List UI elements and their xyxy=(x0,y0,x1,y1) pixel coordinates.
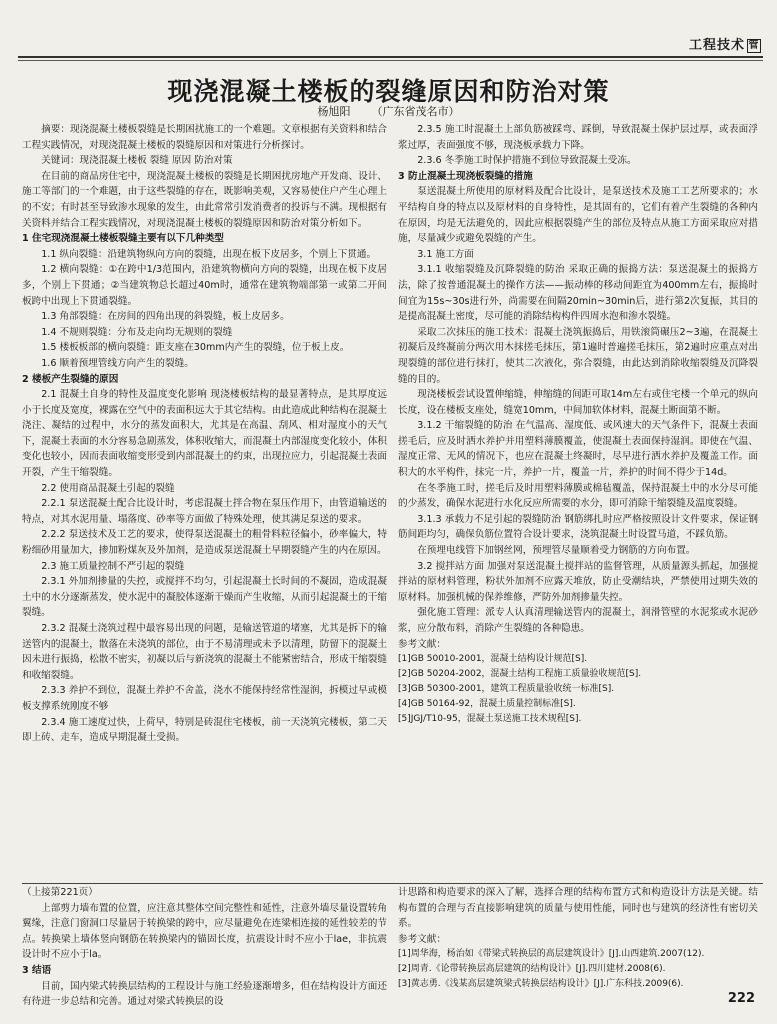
paragraph: 在目前的商品房住宅中，现浇混凝土楼板的裂缝是长期困扰房地产开发商、设计、施工等部门的一个难题，由于这些裂缝的存在，既影响美观，又容易使住户产生心理上的不安；有时甚至导致渗水现象的发生，由此常常引发消费者的投诉与不满。现根据有关资料并结合工程实践情况，对现浇混凝土楼板的裂缝原因和防治对策分析如下。 xyxy=(22,170,387,229)
paragraph: 2.3 施工质量控制不严引起的裂缝 xyxy=(41,560,185,572)
paragraph: 3.1.3 承载力不足引起的裂缝防治 钢筋绑扎时应严格按照设计文件要求，保证钢筋间距均匀，确保负筋位置符合设计要求，浇筑混凝土时设置马道，不踩负筋。 xyxy=(398,513,758,541)
reference-item: [2]周青.《论带转换层高层建筑的结构设计》[J].四川建材.2008(6). xyxy=(398,964,666,975)
paragraph: 强化施工管理：派专人认真清理输送管内的混凝土，润滑管壁的水泥浆或水泥砂浆，应分散布料，消除产生裂缝的各种隐患。 xyxy=(398,607,758,634)
paragraph: 在预埋电线管下加钢丝网，预埋管尽量顺着受力钢筋的方向布置。 xyxy=(417,545,696,557)
paragraph: 1.4 不规则裂缝：分布及走向均无规则的裂缝 xyxy=(41,326,233,338)
paragraph: 1.1 纵向裂缝：沿建筑物纵向方向的裂缝，出现在板下皮居多，个别上下贯通。 xyxy=(41,248,377,260)
paragraph: 2.3.3 养护不到位，混凝土养护不舍盖，浇水不能保持经常性湿润，拆模过早或模板支撑系统刚度不够 xyxy=(22,685,387,712)
header-rule xyxy=(18,56,763,58)
paragraph: 3.1.1 收缩裂缝及沉降裂缝的防治 采取正确的振捣方法：泵送混凝土的振捣方法，除了按普通混凝土的操作方法——振动棒的移动间距宜为400mm左右，振捣时间宜为15s~30s进行外，尚需要在间隔20min~30min后，进行第2次复振，其目的是提高混凝土密度，尽可能的消除结构构件四周水泡和渗水裂缝。 xyxy=(398,264,758,323)
byline xyxy=(0,103,777,119)
paragraph: 计思路和构造要求的深入了解，选择合理的结构布置方式和构造设计方法是关键。结构布置的合理与否直接影响建筑的质量与使用性能，同时也与建筑的经济性有密切关系。 xyxy=(398,887,758,930)
paragraph: 2.2.1 泵送混凝土配合比设计时，考虑混凝土拌合物在泵压作用下，由管道输送的特点，对其水泥用量、塌落度、砂率等方面做了特殊处理，使其满足泵送的要求。 xyxy=(22,498,387,525)
paragraph: 上部剪力墙布置的位置，应注意其整体空间完整性和延性，注意外墙尽量设置转角翼缘，注意门窗洞口尽量居于转换梁的跨中，应尽量避免在连梁相连接的延性较差的节点。转换梁上墙体竖向钢筋在转换梁内的锚固长度，抗震设计时不应小于lae，非抗震设计时不应小于la。 xyxy=(22,902,387,961)
section-mark-box: 管 xyxy=(748,39,760,51)
paragraph: 参考文献： xyxy=(398,933,446,945)
paragraph: 2.3.4 施工速度过快，上荷早，特别是砖混住宅楼板，前一天浇筑完楼板，第二天即上砖、走车，造成早期混凝土受损。 xyxy=(22,716,387,744)
left-text-column xyxy=(22,122,387,746)
reference-item: [2]GB 50204-2002，混凝土结构工程施工质量验收规范[S]. xyxy=(398,669,642,680)
paragraph: 摘要：现浇混凝土楼板裂缝是长期困扰施工的一个难题。文章根据有关资料和结合工程实践情况，对现浇混凝土楼板的裂缝原因和对策进行分析探讨。 xyxy=(22,124,387,151)
paragraph: 3.2 搅拌站方面 加强对泵送混凝土搅拌站的监督管理，从质量源头抓起，加强搅拌站的原材料管理，粉状外加剂不应露天堆放，防止受潮结块，严禁使用过期失效的原材料。加强机械的保养维修，严防外加剂掺量失控。 xyxy=(398,560,758,603)
reference-item: [4]GB 50164-92，混凝土质量控制标准[S]. xyxy=(398,699,576,710)
paragraph: 1.3 角部裂缝：在房间的四角出现的斜裂缝，板上皮居多。 xyxy=(41,311,290,323)
author-name: 杨旭阳 xyxy=(317,105,351,118)
paragraph: 现浇楼板尝试设置伸缩缝，伸缩缝的间距可取14m左右或住宅楼一个单元的纵向长度，设在楼板支座处，缝宽10mm，中间加软体材料，混凝土断面第不断。 xyxy=(398,389,758,416)
author-affiliation: （广东省茂名市） xyxy=(371,105,460,118)
continuation-right-column xyxy=(398,885,758,992)
paragraph: 1.2 横向裂缝：①在跨中1/3范围内，沿建筑物横向方向的裂缝，出现在板下皮居多，个别上下贯通；②当建筑物总长超过40m时，通常在建筑物端部第一或第二开间板跨中出现上下贯通裂缝。 xyxy=(22,264,387,307)
section-label: 工程技术 xyxy=(688,38,745,53)
reference-item: [5]JGJ/T10-95，混凝土泵送施工技术规程[S]. xyxy=(398,714,582,725)
paragraph: 1.5 楼板板部的横向裂缝：距支座在30mm内产生的裂缝，位于板上皮。 xyxy=(41,342,350,354)
paragraph: 1.6 顺着预埋管线方向产生的裂缝。 xyxy=(41,357,194,369)
paragraph: 3.1.2 干缩裂缝的防治 在气温高、湿度低、或风速大的天气条件下，混凝土表面搓毛后，应及时洒水养护并用塑料薄膜覆盖，使混凝土表面保持湿润。即使在气温、湿度正常、无风的情况下，也应在混凝土终凝时，尽早进行洒水养护及覆盖工作。面积大的水平构件，抹完一片，养护一片，覆盖一片，养护的时间不得少于14d。 xyxy=(398,420,758,479)
reference-item: [3]黄志勇.《浅某高层建筑梁式转换层结构设计》[J].广东科技.2009(6). xyxy=(398,979,684,990)
paragraph: 2.2.2 泵送技术及工艺的要求，使得泵送混凝土的粗骨料粒径偏小，砂率偏大，特粉细砂用量加大，掺加粉煤灰及外加剂，是造成泵送混凝土早期裂缝产生的内在原因。 xyxy=(22,529,387,557)
paragraph: 关键词：现浇混凝土楼板 裂缝 原因 防治对策 xyxy=(41,155,233,167)
article-title: 现浇混凝土楼板的裂缝原因和防治对策 xyxy=(167,77,610,106)
paragraph: 2.3.5 施工时混凝土上部负筋被踩弯、踩倒，导致混凝土保护层过厚，或表面浮浆过厚，表面强度不够，现浇板承载力下降。 xyxy=(398,124,758,151)
paragraph: 2.1 混凝土自身的特性及温度变化影响 现浇楼板结构的最显著特点，是其厚度远小于长度及宽度，裸露在空气中的表面积远大于其它结构。由此造成此种结构在混凝土浇注、凝结的过程中，水分的蒸发面积大，尤其是在高温、刮风、相对湿度小的天气下，混凝土表面的水分容易急剧蒸发，体积收缩大，而混凝土内部湿度变化较小，体积变化也较小，因而表面收缩变形受到内部混凝土的约束，出现拉应力，引起混凝土表面开裂，产生干缩裂缝。 xyxy=(22,389,387,479)
paragraph: 2.3.1 外加剂掺量的失控，或搅拌不均匀，引起混凝土长时间的不凝固，造成混凝土中的水分逐渐蒸发，使水泥中的凝胶体逐渐干燥而产生收缩，从而引起混凝土的干缩裂缝。 xyxy=(22,576,387,619)
continuation-left-column xyxy=(22,885,387,1010)
paragraph: 在冬季施工时，搓毛后及时用塑料薄膜或棉毡覆盖，保持混凝土中的水分尽可能的少蒸发，确保水泥进行水化反应所需要的水分，即可消除干缩裂缝及温度裂缝。 xyxy=(398,482,758,510)
section-heading: 3 结语 xyxy=(22,964,52,976)
paragraph: 采取二次抹压的施工技术：混凝土浇筑振捣后，用铁滚筒碾压2~3遍，在混凝土初凝后及终凝前分两次用木抹搓毛抹压，第1遍时普遍搓毛抹压，第2遍时应重点对出现裂缝的部位进行抹打，使其二次液化，弥合裂缝，由此达到消除收缩裂缝及沉降裂缝的目的。 xyxy=(398,326,758,385)
paragraph: 2.2 使用商品混凝土引起的裂缝 xyxy=(41,482,175,494)
paragraph: 目前，国内梁式转换层结构的工程设计与施工经验逐渐增多，但在结构设计方面还有待进一步总结和完善。通过对梁式转换层的设 xyxy=(22,980,387,1008)
reference-item: [3]GB 50300-2001，建筑工程质量验收统一标准[S]. xyxy=(398,684,615,695)
paragraph: 2.3.6 冬季施工时保护措施不到位导致混凝土受冻。 xyxy=(417,155,637,167)
section-heading: 2 楼板产生裂缝的原因 xyxy=(22,373,119,385)
section-heading: 3 防止混凝土现浇板裂缝的措施 xyxy=(398,170,533,182)
paragraph: 参考文献： xyxy=(398,638,446,650)
continuation-note: （上接第221页） xyxy=(22,887,98,898)
paragraph: 3.1 施工方面 xyxy=(417,248,474,260)
reference-item: [1]GB 50010-2001，混凝土结构设计规范[S]. xyxy=(398,654,588,665)
section-heading: 1 住宅现浇混凝土楼板裂缝主要有以下几种类型 xyxy=(22,233,224,245)
reference-item: [1]周华海，杨治如《带梁式转换层的高层建筑设计》[J].山西建筑.2007(12). xyxy=(398,949,705,960)
header-rule-thin xyxy=(18,60,763,61)
right-text-column xyxy=(398,122,758,727)
paragraph: 泵送混凝土所使用的原材料及配合比设计，是泵送技术及施工工艺所要求的；水平结构自身的特点以及原材料的自身特性，是其固有的，它们有着产生裂缝的各种内在原因，均是无法避免的，因此应根据裂缝产生的部位及特点从施工方面采取应对措施，尽量减少或避免裂缝的产生。 xyxy=(398,186,758,245)
section-divider xyxy=(22,883,763,884)
journal-section-tag xyxy=(689,34,761,53)
page-number: 222 xyxy=(727,991,755,1006)
paragraph: 2.3.2 混凝土浇筑过程中最容易出现的问题，是输送管道的堵塞，尤其是拆下的输送管内的混凝土，散落在未浇筑的部位，由于不易清理或未予以清理，防留下的混凝土因未进行振捣，松散不密实，初凝以后与新浇筑的混凝土不能紧密结合，形成干缩裂缝和收缩裂缝。 xyxy=(22,623,387,681)
